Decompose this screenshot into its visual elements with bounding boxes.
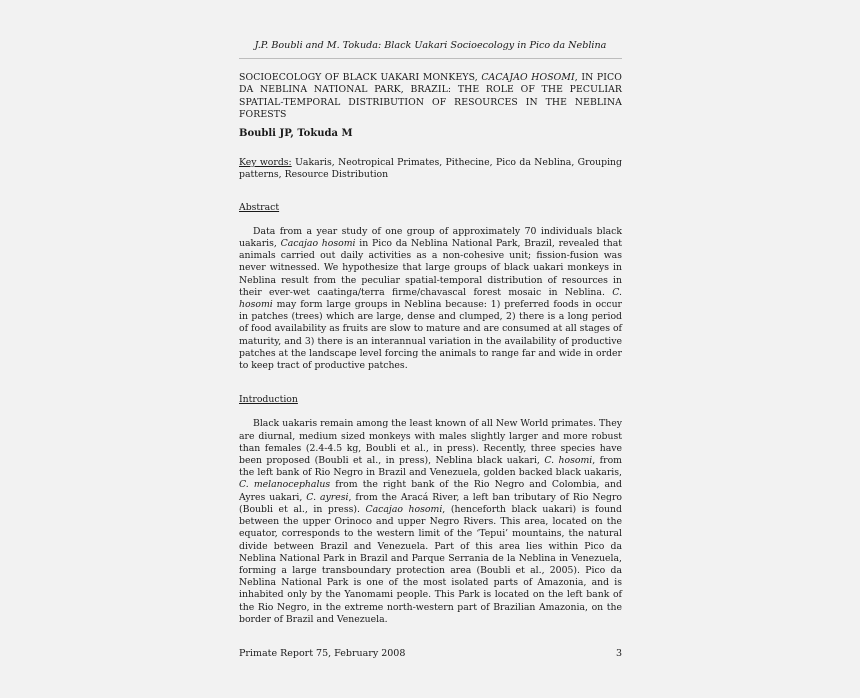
abstract-species: C. hosomi	[239, 286, 622, 311]
title-text-1: SOCIOECOLOGY OF BLACK UAKARI MONKEYS,	[239, 72, 482, 84]
abstract-paragraph	[239, 226, 622, 372]
abstract-text: may form large groups in Neblina because: 1) preferred foods in occur in patches (trees) which are large, dense and clumped, 2) there is a long period of food availability as fruits are slow to mature and are consumed at all stages of maturity, and 3) there is an interannual variation in the availability of productive patches at the landscape level forcing the animals to range far and wide in order to keep tract of productive patches.	[239, 299, 622, 372]
intro-species: C. ayresi	[306, 491, 349, 503]
keywords-text: Uakaris, Neotropical Primates, Pithecine, Pico da Neblina, Grouping patterns, Resource Distribution	[239, 157, 622, 181]
introduction-paragraph	[239, 418, 622, 625]
abstract-text: in Pico da Neblina National Park, Brazil, revealed that animals carried out daily activities as a non-cohesive unit; fission-fusion was never witnessed. We hypothesize that large groups of black uakari monkeys in Neblina result from the peculiar spatial-temporal distribution of resources in their ever-wet caatinga/terra firme/chavascal forest mosaic in Neblina.	[239, 238, 622, 298]
page-number: 3	[615, 648, 622, 659]
intro-species: C. melanocephalus	[239, 479, 331, 491]
running-head: J.P. Boubli and M. Tokuda: Black Uakari Socioecology in Pico da Neblina	[239, 40, 622, 59]
page-footer	[239, 648, 622, 659]
abstract-text: Data from a year study of one group of approximately 70 individuals black uakaris,	[239, 225, 622, 250]
keywords	[239, 157, 622, 181]
authors: Boubli JP, Tokuda M	[239, 128, 353, 140]
keywords-label: Key words:	[239, 157, 292, 169]
title-species: CACAJAO HOSOMI	[481, 72, 575, 84]
title-text-2: , IN PICO DA NEBLINA NATIONAL PARK, BRAZIL: THE ROLE OF THE PECULIAR SPATIAL-TEMPORAL DISTRIBUTION OF RESOURCES IN THE NEBLINA FORESTS	[239, 72, 622, 120]
intro-text: , (henceforth black uakari) is found between the upper Orinoco and upper Negro Rivers. This area, located on the equator, corresponds to the western limit of the ‘Tepui’ mountains, the natural divide between Brazil and Venezuela. Part of this area lies within Pico da Neblina National Park in Brazil and Parque Serrania de la Neblina in Venezuela, forming a large transboundary protection area (Boubli et al., 2005). Pico da Neblina National Park is one of the most isolated parts of Amazonia, and is inhabited only by the Yanomami people. This Park is located on the left bank of the Rio Negro, in the extreme north-western part of Brazilian Amazonia, on the border of Brazil and Venezuela.	[239, 503, 622, 625]
intro-species: Cacajao hosomi	[365, 503, 443, 515]
footer-journal: Primate Report 75, February 2008	[239, 648, 406, 659]
paper-title	[239, 72, 622, 121]
intro-text: from the right bank of the Rio Negro and Colombia, and Ayres uakari,	[239, 479, 622, 503]
abstract-heading: Abstract	[239, 201, 280, 213]
abstract-species: Cacajao hosomi	[280, 238, 356, 250]
introduction-heading: Introduction	[239, 394, 298, 406]
intro-text: , from the Aracá River, a left ban tributary of Rio Negro (Boubli et al., in press).	[239, 491, 622, 515]
intro-species: C. hosomi	[544, 455, 593, 467]
intro-text: , from the left bank of Rio Negro in Brazil and Venezuela, golden backed black uakaris,	[239, 455, 622, 479]
intro-text: Black uakaris remain among the least known of all New World primates. They are diurnal, medium sized monkeys with males slightly larger and more robust than females (2.4-4.5 kg, Boubli et al., in press). Recently, three species have been proposed (Boubli et al., in press), Neblina black uakari,	[239, 418, 622, 467]
page-content	[239, 40, 622, 626]
